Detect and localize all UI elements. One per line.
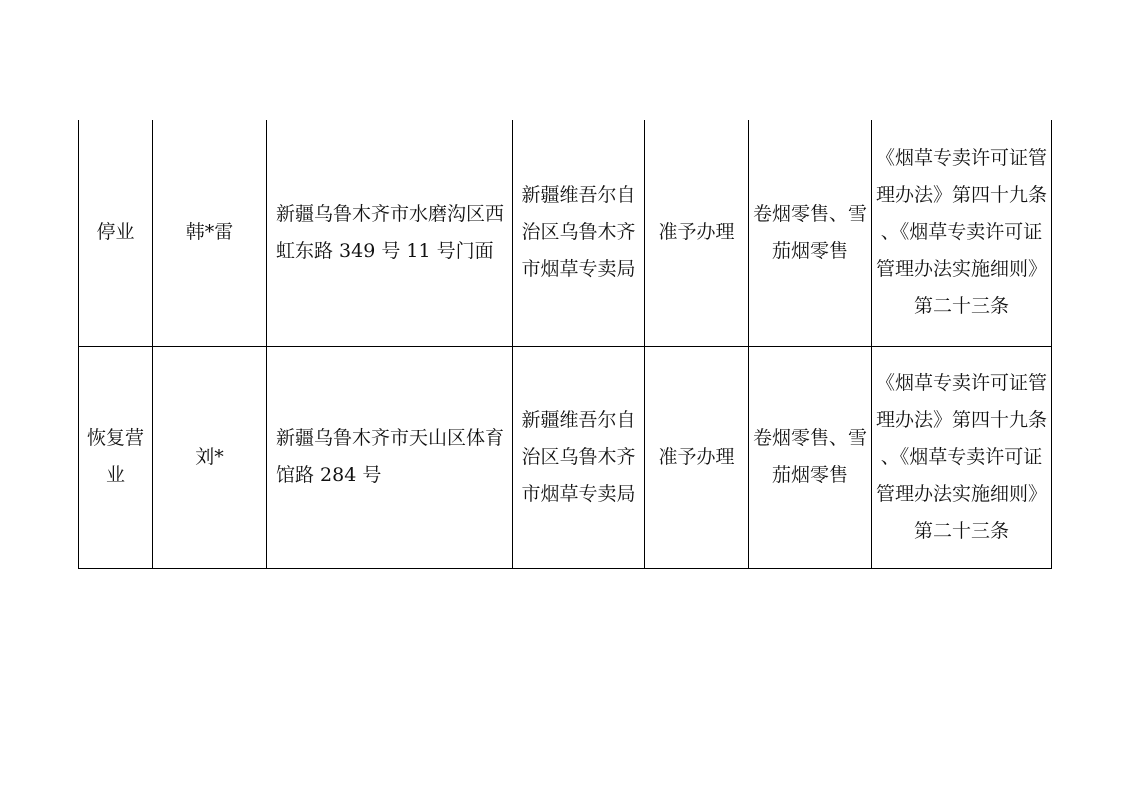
address-cell: 新疆乌鲁木齐市天山区体育馆路 284 号 — [267, 346, 513, 568]
authority-cell: 新疆维吾尔自治区乌鲁木齐市烟草专卖局 — [513, 346, 645, 568]
address-cell: 新疆乌鲁木齐市水磨沟区西虹东路 349 号 11 号门面 — [267, 120, 513, 346]
status-cell: 停业 — [79, 120, 153, 346]
license-table — [78, 120, 1052, 569]
decision-cell: 准予办理 — [645, 120, 749, 346]
authority-cell: 新疆维吾尔自治区乌鲁木齐市烟草专卖局 — [513, 120, 645, 346]
scope-cell: 卷烟零售、雪茄烟零售 — [749, 120, 872, 346]
basis-cell: 《烟草专卖许可证管理办法》第四十九条 、《烟草专卖许可证管理办法实施细则》第二十三条 — [872, 346, 1052, 568]
decision-cell: 准予办理 — [645, 346, 749, 568]
basis-cell: 《烟草专卖许可证管理办法》第四十九条 、《烟草专卖许可证管理办法实施细则》第二十三条 — [872, 120, 1052, 346]
status-cell: 恢复营业 — [79, 346, 153, 568]
scope-cell: 卷烟零售、雪茄烟零售 — [749, 346, 872, 568]
table-row — [79, 346, 1052, 568]
name-cell: 刘* — [153, 346, 267, 568]
table-row — [79, 120, 1052, 346]
name-cell: 韩*雷 — [153, 120, 267, 346]
